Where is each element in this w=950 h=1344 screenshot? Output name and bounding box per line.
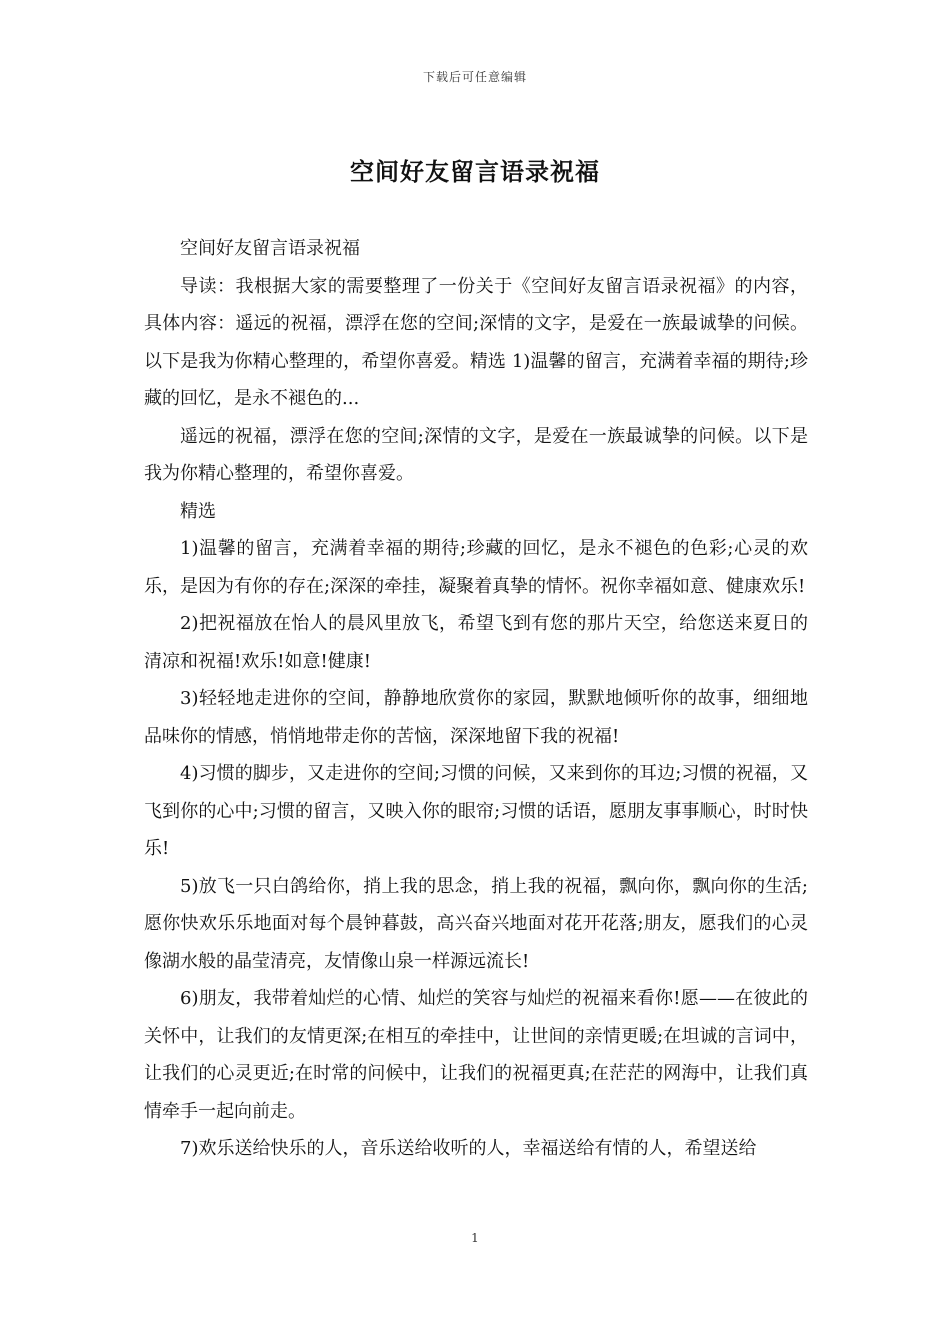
paragraph-subtitle: 空间好友留言语录祝福: [180, 238, 360, 259]
document-title: 空间好友留言语录祝福: [350, 157, 600, 186]
paragraph-item: 4)习惯的脚步，又走进你的空间;习惯的问候，又来到你的耳边;习惯的祝福，又飞到你的心中;习惯的留言，又映入你的眼帘;习惯的话语，愿朋友事事顺心，时时快乐!: [144, 763, 808, 859]
paragraph-intro: 导读：我根据大家的需要整理了一份关于《空间好友留言语录祝福》的内容，具体内容：遥远的祝福，漂浮在您的空间;深情的文字，是爱在一族最诚挚的问候。以下是我为你精心整理的，希望你喜爱。精选 1)温馨的留言，充满着幸福的期待;珍藏的回忆，是永不褪色的...: [144, 275, 808, 409]
document-body: [144, 230, 808, 1168]
paragraph-item: 2)把祝福放在怡人的晨风里放飞，希望飞到有您的那片天空，给您送来夏日的清凉和祝福!欢乐!如意!健康!: [144, 613, 808, 672]
paragraph-item: 5)放飞一只白鸽给你，捎上我的思念，捎上我的祝福，飘向你，飘向你的生活;愿你快欢乐乐地面对每个晨钟暮鼓，高兴奋兴地面对花开花落;朋友，愿我们的心灵像湖水般的晶莹清亮，友情像山泉一样源远流长!: [144, 875, 808, 972]
paragraph-item: 3)轻轻地走进你的空间，静静地欣赏你的家园，默默地倾听你的故事，细细地品味你的情感，悄悄地带走你的苦恼，深深地留下我的祝福!: [144, 688, 808, 747]
paragraph-item: 7)欢乐送给快乐的人，音乐送给收听的人，幸福送给有情的人，希望送给: [180, 1138, 757, 1159]
paragraph-item: 6)朋友，我带着灿烂的心情、灿烂的笑容与灿烂的祝福来看你!愿——在彼此的关怀中，让我们的友情更深;在相互的牵挂中，让世间的亲情更暖;在坦诚的言词中，让我们的心灵更近;在时常的问候中，让我们的祝福更真;在茫茫的网海中，让我们真情牵手一起向前走。: [144, 988, 808, 1122]
paragraph: 遥远的祝福，漂浮在您的空间;深情的文字，是爱在一族最诚挚的问候。以下是我为你精心整理的，希望你喜爱。: [144, 425, 808, 484]
paragraph-section-label: 精选: [180, 500, 216, 522]
paragraph-item: 1)温馨的留言，充满着幸福的期待;珍藏的回忆，是永不褪色的色彩;心灵的欢乐，是因为有你的存在;深深的牵挂，凝聚着真挚的情怀。祝你幸福如意、健康欢乐!: [144, 538, 808, 597]
header-note: 下载后可任意编辑: [422, 70, 527, 84]
page-number: 1: [471, 1231, 479, 1245]
